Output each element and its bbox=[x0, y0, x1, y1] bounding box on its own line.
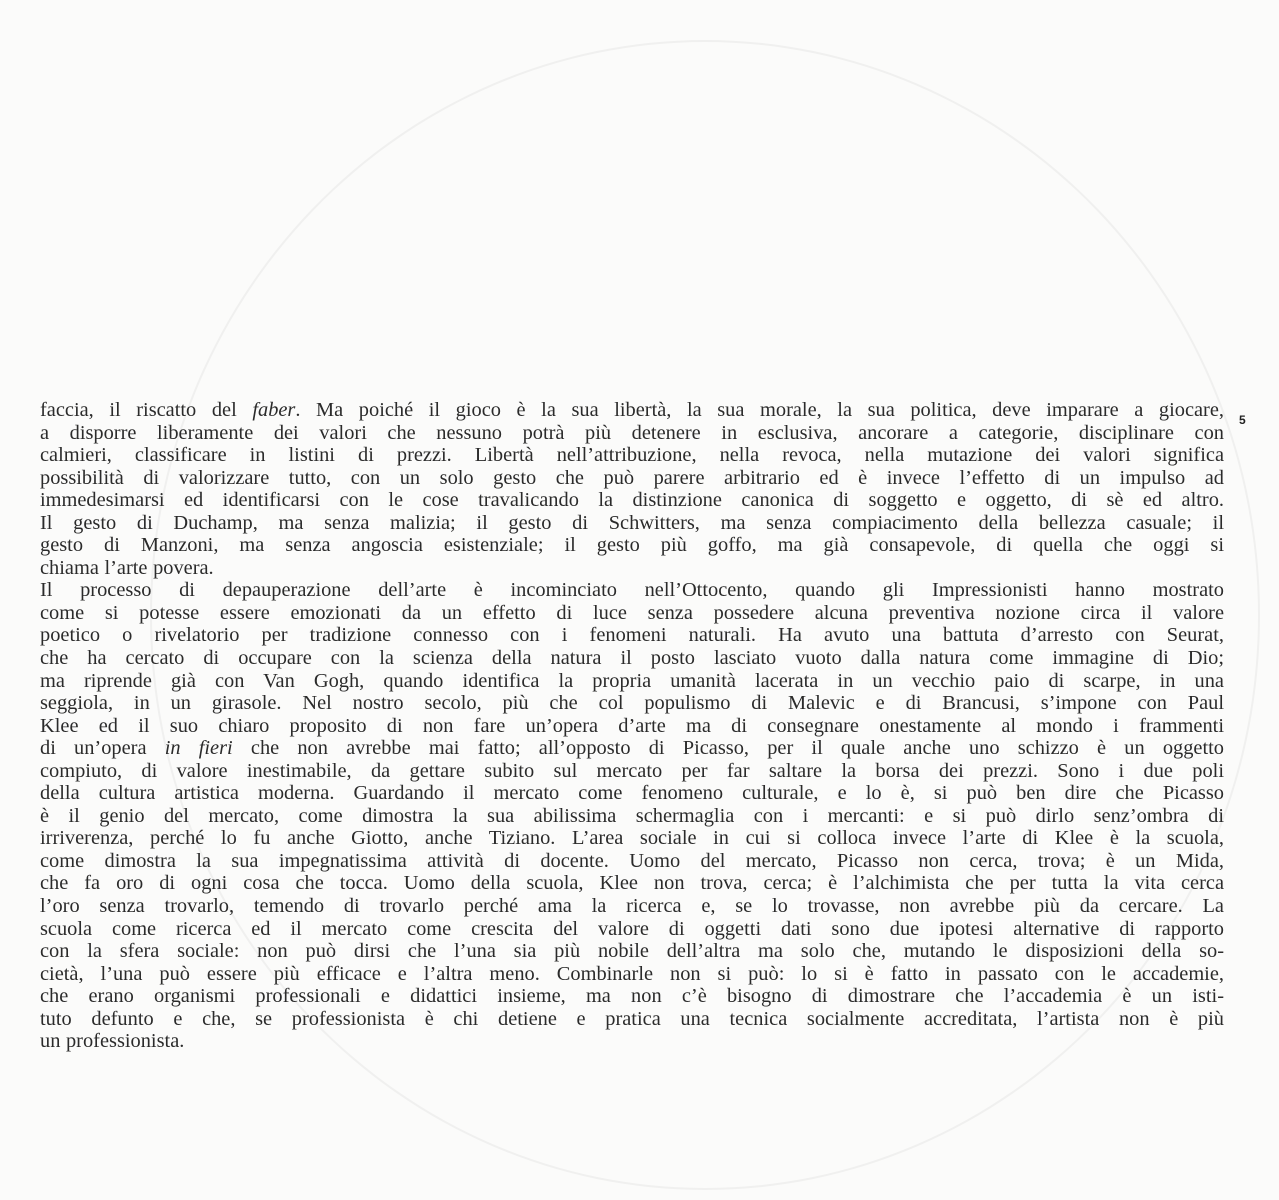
text-line bbox=[40, 918, 1224, 941]
text-run: faccia, il riscatto del bbox=[40, 399, 253, 421]
text-run: chiama l’arte povera. bbox=[40, 556, 214, 579]
text-line bbox=[40, 1008, 1224, 1031]
text-run: tuto defunto e che, se professionista è chi detiene e pratica una tecnica socialmente accreditata, l’artista non è più bbox=[40, 1007, 1224, 1030]
text-line bbox=[40, 399, 1224, 422]
text-run: calmieri, classificare in listini di prezzi. Libertà nell’attribuzione, nella revoca, nella mutazione dei valori significa bbox=[40, 444, 1224, 467]
italic-term: faber bbox=[252, 399, 296, 421]
text-line bbox=[40, 670, 1224, 693]
text-line bbox=[40, 715, 1224, 738]
text-run: gesto di Manzoni, ma senza angoscia esistenziale; il gesto più goffo, ma già consapevole, di quella che oggi si bbox=[40, 534, 1224, 557]
text-line bbox=[40, 444, 1224, 467]
text-run: . Ma poiché il gioco è la sua libertà, la sua morale, la sua politica, deve imparare a giocare, bbox=[295, 399, 1224, 421]
text-line bbox=[40, 602, 1224, 625]
text-run: Il gesto di Duchamp, ma senza malizia; il gesto di Schwitters, ma senza compiacimento della bellezza casuale; il bbox=[40, 511, 1224, 534]
text-run: Il processo di depauperazione dell’arte è incominciato nell’Ottocento, quando gli Impressionisti hanno mostrato bbox=[40, 579, 1224, 602]
text-line bbox=[40, 512, 1224, 535]
text-line bbox=[40, 489, 1224, 512]
text-line bbox=[40, 760, 1224, 783]
text-run: l’oro senza trovarlo, temendo di trovarlo perché ama la ricerca e, se lo trovasse, non avrebbe più da cercare. La bbox=[40, 895, 1224, 918]
text-line bbox=[40, 534, 1224, 557]
text-line bbox=[40, 467, 1224, 490]
text-run: Klee ed il suo chiaro proposito di non fare un’opera d’arte ma di consegnare onestamente al mondo i frammenti bbox=[40, 714, 1224, 737]
text-run: che ha cercato di occupare con la scienza della natura il posto lasciato vuoto dalla natura come immagine di Dio; bbox=[40, 647, 1224, 670]
text-line bbox=[40, 940, 1224, 963]
text-run: compiuto, di valore inestimabile, da gettare subito sul mercato per far saltare la borsa dei prezzi. Sono i due poli bbox=[40, 759, 1224, 782]
text-line bbox=[40, 963, 1224, 986]
text-line bbox=[40, 579, 1224, 602]
text-line bbox=[40, 985, 1224, 1008]
text-run: che fa oro di ogni cosa che tocca. Uomo della scuola, Klee non trova, cerca; è l’alchimista che per tutta la vita cerca bbox=[40, 872, 1224, 895]
text-run: è il genio del mercato, come dimostra la sua abilissima schermaglia con i mercanti: e si può dirlo senz’ombra di bbox=[40, 804, 1224, 827]
text-line bbox=[40, 557, 1224, 580]
text-run: che erano organismi professionali e didattici insieme, ma non c’è bisogno di dimostrare che l’accademia è un isti- bbox=[40, 985, 1224, 1008]
text-run: un professionista. bbox=[40, 1030, 185, 1053]
text-line bbox=[40, 805, 1224, 828]
text-run: scuola come ricerca ed il mercato come crescita del valore di oggetti dati sono due ipotesi alternative di rapporto bbox=[40, 917, 1224, 940]
italic-term: in fieri bbox=[164, 737, 233, 760]
text-run: a disporre liberamente dei valori che nessuno potrà più detenere in esclusiva, ancorare a categorie, disciplinare con bbox=[40, 421, 1224, 444]
text-run: cietà, l’una può essere più efficace e l’altra meno. Combinarle non si può: lo si è fatto in passato con le accademie, bbox=[40, 962, 1224, 985]
text-run: con la sfera sociale: non può dirsi che l’una sia più nobile dell’altra ma solo che, mutando le disposizioni della so- bbox=[40, 940, 1224, 963]
text-run: possibilità di valorizzare tutto, con un solo gesto che può parere arbitrario ed è invece l’effetto di un impulso ad bbox=[40, 466, 1224, 489]
text-run: poetico o rivelatorio per tradizione connesso con i fenomeni naturali. Ha avuto una battuta d’arresto con Seurat, bbox=[40, 624, 1224, 647]
text-run: di un’opera bbox=[40, 737, 165, 760]
text-line bbox=[40, 850, 1224, 873]
text-run: seggiola, in un girasole. Nel nostro secolo, più che col populismo di Malevic e di Brancusi, s’impone con Paul bbox=[40, 692, 1224, 715]
text-line bbox=[40, 872, 1224, 895]
page-number: 5 bbox=[1239, 413, 1246, 427]
text-line bbox=[40, 737, 1224, 760]
text-line bbox=[40, 1030, 1224, 1053]
text-line bbox=[40, 422, 1224, 445]
text-line bbox=[40, 692, 1224, 715]
text-run: come dimostra la sua impegnatissima attività di docente. Uomo del mercato, Picasso non cerca, trova; è un Mida, bbox=[40, 849, 1224, 872]
text-run: che non avrebbe mai fatto; all’opposto di Picasso, per il quale anche uno schizzo è un oggetto bbox=[232, 737, 1224, 760]
text-run: ma riprende già con Van Gogh, quando identifica la propria umanità lacerata in un vecchio paio di scarpe, in una bbox=[40, 669, 1224, 692]
text-line bbox=[40, 624, 1224, 647]
text-line bbox=[40, 895, 1224, 918]
text-run: immedesimarsi ed identificarsi con le cose travalicando la distinzione canonica di soggetto e oggetto, di sè ed altro. bbox=[40, 489, 1224, 512]
text-run: come si potesse essere emozionati da un effetto di luce senza possedere alcuna preventiva nozione circa il valore bbox=[40, 601, 1224, 624]
text-run: irriverenza, perché lo fu anche Giotto, anche Tiziano. L’area sociale in cui si colloca invece l’arte di Klee è la scuola, bbox=[40, 827, 1224, 850]
text-line bbox=[40, 647, 1224, 670]
text-run: della cultura artistica moderna. Guardando il mercato come fenomeno culturale, e lo è, si può ben dire che Picasso bbox=[40, 782, 1224, 805]
text-line bbox=[40, 782, 1224, 805]
text-line bbox=[40, 827, 1224, 850]
body-text bbox=[40, 399, 1224, 1053]
